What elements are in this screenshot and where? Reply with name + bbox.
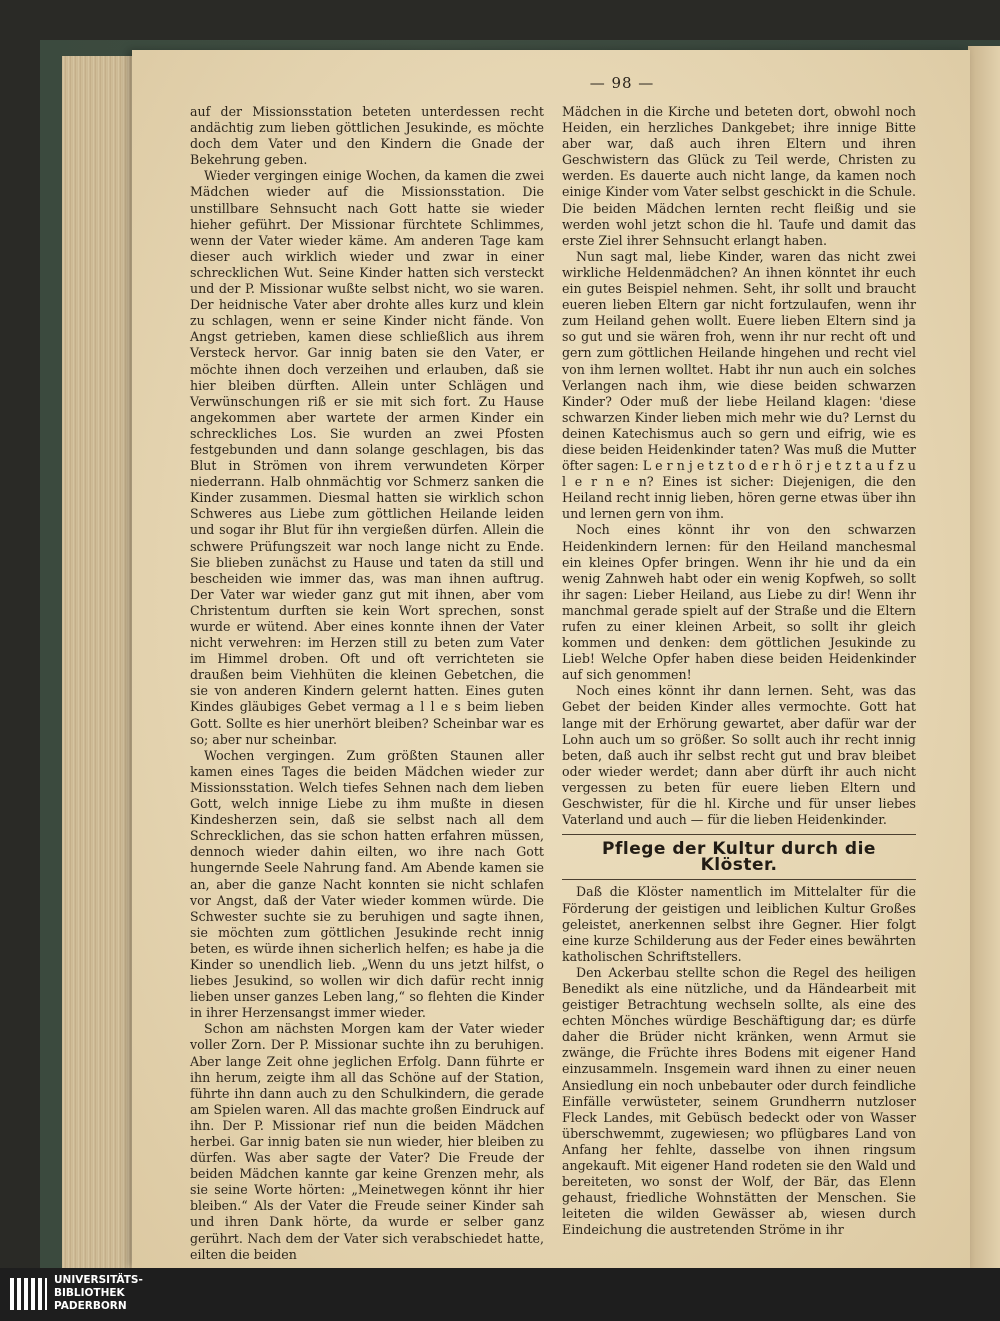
library-name xyxy=(54,1274,143,1313)
paragraph: Daß die Klöster namentlich im Mittelalter für die Förderung der geistigen und leiblichen Kultur Großes geleistet, anerkennen selbst ihre Gegner. Hier folgt eine kurze Schilderung aus der Feder eines bewährten katholischen Schriftstellers. xyxy=(562,884,916,964)
library-name-line: PADERBORN xyxy=(54,1300,127,1312)
library-footer xyxy=(0,1268,1000,1321)
right-column xyxy=(562,104,916,1238)
page-edges xyxy=(62,56,142,1268)
left-column xyxy=(190,104,544,1263)
section-divider xyxy=(562,834,916,835)
paragraph: Mädchen in die Kirche und beteten dort, obwohl noch Heiden, ein herzliches Dankgebet; ihre innige Bitte aber war, daß auch ihren Eltern und ihren Geschwistern das Glück zu Teil werde, Christen zu werden. Es dauerte auch nicht lange, da kamen noch einige Kinder vom Vater selbst geschickt in die Schule. Die beiden Mädchen lernten recht fleißig und sie werden wohl jetzt schon die hl. Taufe und damit das erste Ziel ihrer Sehnsucht erlangt haben. xyxy=(562,104,916,248)
page-number: — 98 — xyxy=(589,74,655,92)
library-name-line: UNIVERSITÄTS- xyxy=(54,1274,143,1286)
library-name-line: BIBLIOTHEK xyxy=(54,1287,125,1299)
paragraph: Schon am nächsten Morgen kam der Vater wieder voller Zorn. Der P. Missionar suchte ihn zu beruhigen. Aber lange Zeit ohne jeglichen Erfolg. Dann führte er ihn herum, zeigte ihm all das Schöne auf der Station, führte ihn dann auch zu den Schulkindern, die gerade am Spielen waren. All das machte großen Eindruck auf ihn. Der P. Missionar rief nun die beiden Mädchen herbei. Gar innig baten sie nun wieder, hier bleiben zu dürfen. Was aber sagte der Vater? Die Freude der beiden Mädchen kannte gar keine Grenzen mehr, als sie seine Worte hörten: „Meinetwegen könnt ihr hier bleiben.“ Als der Vater die Freude seiner Kinder sah und ihren Dank hörte, da wurde er selber ganz gerührt. Nach dem der Vater sich verabschiedet hatte, eilten die beiden xyxy=(190,1021,544,1262)
library-logo-icon xyxy=(8,1274,48,1314)
section-divider xyxy=(562,879,916,880)
book-page xyxy=(132,50,970,1268)
article-title: Pflege der Kultur durch die Klöster. xyxy=(602,839,876,876)
paragraph: Noch eines könnt ihr von den schwarzen Heidenkindern lernen: für den Heiland manchesmal ein kleines Opfer bringen. Wenn ihr hie und da ein wenig Zahnweh habt oder ein wenig Kopfweh, so sollt ihr sagen: Lieber Heiland, aus Liebe zu dir! Wenn ihr manchmal gerade spielt auf der Straße und die Eltern rufen zu einer kleinen Arbeit, so sollt ihr gleich kommen und denken: dem göttlichen Jesukinde zu Lieb! Welche Opfer haben diese beiden Heidenkinder auf sich genommen! xyxy=(562,522,916,683)
paragraph: Nun sagt mal, liebe Kinder, waren das nicht zwei wirkliche Heldenmädchen? An ihnen könntet ihr euch ein gutes Beispiel nehmen. Seht, ihr sollt und braucht eueren lieben Eltern gar nicht fortzulaufen, wenn ihr zum Heiland gehen wollt. Euere lieben Eltern sind ja so gut und sie wären froh, wenn ihr nur recht oft und gern zum göttlichen Heilande hingehen und recht viel von ihm lernen wolltet. Habt ihr nun auch ein solches Verlangen nach ihm, wie diese beiden schwarzen Kinder? Oder muß der liebe Heiland klagen: 'diese schwarzen Kinder lieben mich mehr wie du? Lernst du deinen Katechismus auch so gern und eifrig, wie es diese beiden Heidenkinder taten? Was muß die Mutter öfter sagen: L e r n j e t z t o d e r h ö r j e t z t a u f z u l e r n e n? Eines ist sicher: Diejenigen, die den Heiland recht innig lieben, hören gerne etwas über ihn und lernen gern von ihm. xyxy=(562,248,916,522)
paragraph: Wochen vergingen. Zum größten Staunen aller kamen eines Tages die beiden Mädchen wieder zur Missionsstation. Welch tiefes Sehnen nach dem lieben Gott, welch innige Liebe zu ihm mußte in diesen Kindesherzen sein, daß sie selbst nach all dem Schrecklichen, das sie schon hatten erfahren müssen, dennoch wieder dahin eilten, wo ihre nach Gott hungernde Seele Nahrung fand. Am Abende kamen sie an, aber die ganze Nacht konnten sie nicht schlafen vor Angst, daß der Vater wieder kommen würde. Die Schwester suchte sie zu beruhigen und sagte ihnen, sie möchten zum göttlichen Jesukinde recht innig beten, es würde ihnen sicherlich helfen; es habe ja die Kinder so unendlich lieb. „Wenn du uns jetzt hilfst, o liebes Jesukind, so wollen wir dich dafür recht innig lieben unser ganzes Leben lang,“ so flehten die Kinder in ihrer Herzensangst immer wieder. xyxy=(190,747,544,1021)
facing-page-edge xyxy=(968,46,1000,1268)
paragraph: auf der Missionsstation beteten unterdessen recht andächtig zum lieben göttlichen Jesukinde, es möchte doch dem Vater und den Kindern die Gnade der Bekehrung geben. xyxy=(190,104,544,168)
paragraph: Noch eines könnt ihr dann lernen. Seht, was das Gebet der beiden Kinder alles vermochte. Gott hat lange mit der Erhörung gewartet, aber dafür war der Lohn auch um so größer. So sollt auch ihr recht innig beten, daß auch ihr selbst recht gut und brav bleibet oder wieder werdet; dann aber dürft ihr auch nicht vergessen zu beten für euere lieben Eltern und Geschwister, für die hl. Kirche und für unser liebes Vaterland und auch — für die lieben Heidenkinder. xyxy=(562,683,916,828)
paragraph: Wieder vergingen einige Wochen, da kamen die zwei Mädchen wieder auf die Missionsstation. Die unstillbare Sehnsucht nach Gott hatte sie wieder hieher geführt. Der Missionar fürchtete Schlimmes, wenn der Vater wieder käme. Am anderen Tage kam dieser auch wirklich wieder und zwar in einer schrecklichen Wut. Seine Kinder hatten sich versteckt und der P. Missionar wußte selbst nicht, wo sie waren. Der heidnische Vater aber drohte alles kurz und klein zu schlagen, wenn er seine Kinder nicht fände. Von Angst getrieben, kamen diese schließlich aus ihrem Versteck hervor. Gar innig baten sie den Vater, er möchte ihnen doch verzeihen und erlauben, daß sie hier bleiben dürften. Allein unter Schlägen und Verwünschungen riß er sie mit sich fort. Zu Hause angekommen aber wartete der armen Kinder ein schreckliches Los. Sie wurden an zwei Pfosten festgebunden und dann solange geschlagen, bis das Blut in Strömen von ihrem verwundeten Körper niederrann. Halb ohnmächtig vor Schmerz sanken die Kinder zusammen. Diesmal hatten sie wirklich schon Schweres aus Liebe zum göttlichen Heilande leiden und sogar ihr Blut für ihn vergießen dürfen. Allein die schwere Prüfungszeit war noch lange nicht zu Ende. Sie blieben zunächst zu Hause und taten da still und bescheiden wie immer das, was man ihnen auftrug. Der Vater war wieder ganz gut mit ihnen, aber vom Christentum durften sie kein Wort sprechen, sonst wurde er wütend. Aber eines konnte ihnen der Vater nicht verwehren: im Herzen still zu beten zum Vater im Himmel droben. Oft und oft verrichteten sie draußen beim Viehhüten die kleinen Gebetchen, die sie von anderen Kindern gelernt hatten. Eines guten Kindes gläubiges Gebet vermag a l l e s beim lieben Gott. Sollte es hier unerhört bleiben? Scheinbar war es so; aber nur scheinbar. xyxy=(190,168,544,747)
paragraph: Den Ackerbau stellte schon die Regel des heiligen Benedikt als eine nützliche, und da Händearbeit mit geistiger Betrachtung wechseln sollte, als eine des echten Mönches würdige Beschäftigung dar; es dürfe daher die Brüder nicht kränken, wenn Armut sie zwänge, die Früchte ihres Bodens mit eigener Hand einzusammeln. Insgemein ward ihnen zu einer neuen Ansiedlung ein noch unbebauter oder durch feindliche Einfälle verwüsteter, seinem Grundherrn nutzloser Fleck Landes, mit Gebüsch bedeckt oder von Wasser überschwemmt, zugewiesen; wo pflügbares Land von Anfang her fehlte, dasselbe von ihnen ringsum angekauft. Mit eigener Hand rodeten sie den Wald und bereiteten, wo sonst der Wolf, der Bär, das Elenn gehaust, friedliche Wohnstätten der Menschen. Sie leiteten die wilden Gewässer ab, wiesen durch Eindeichung die austretenden Ströme in ihr xyxy=(562,964,916,1238)
